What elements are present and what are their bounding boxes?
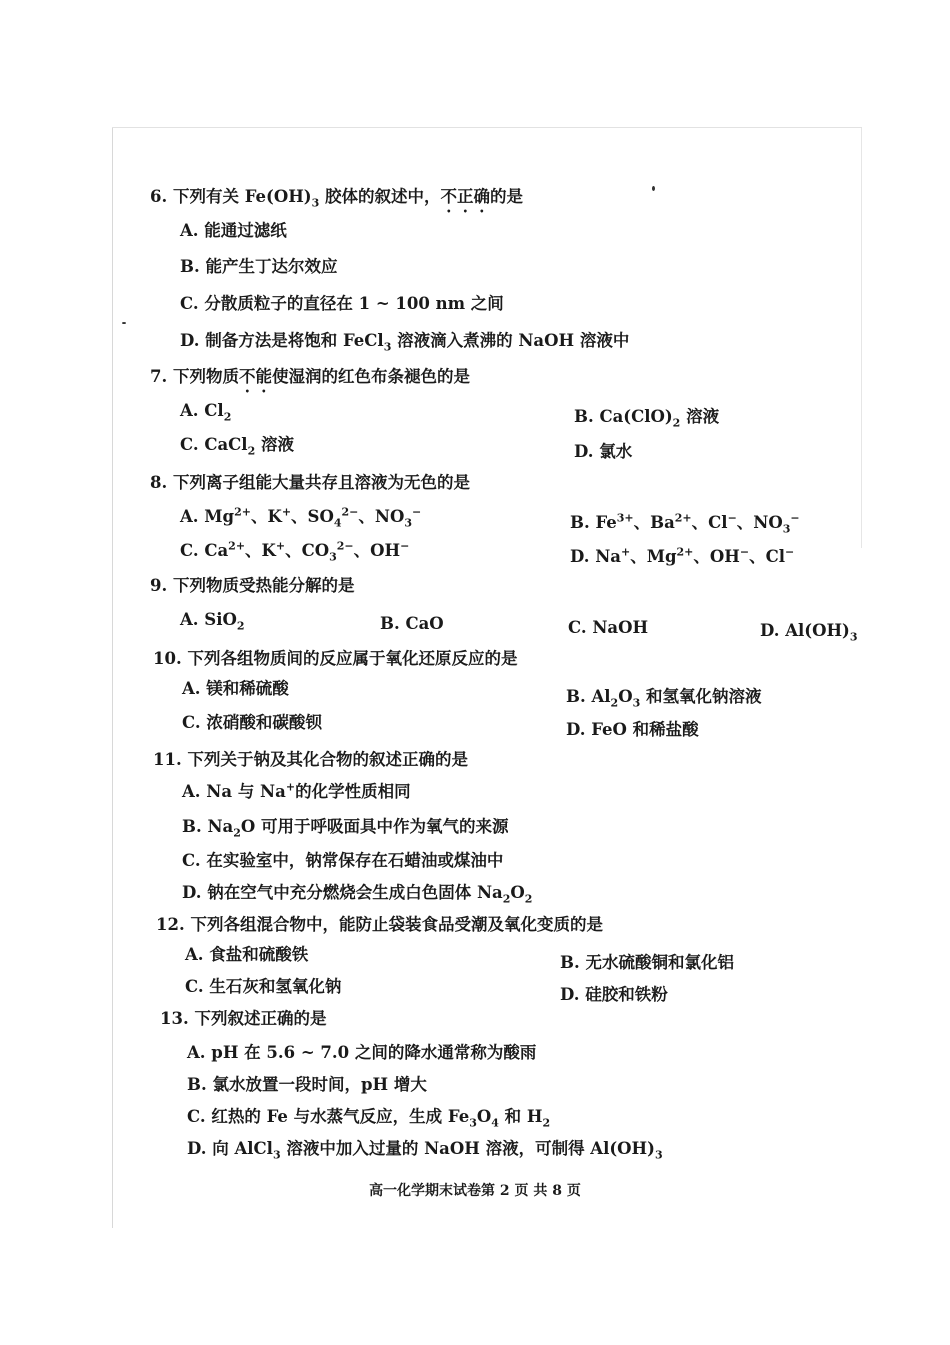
question-10: 10. 下列各组物质间的反应属于氧化还原反应的是 [153, 649, 518, 668]
q13-option-b: B. 氯水放置一段时间，pH 增大 [187, 1075, 427, 1094]
q8-option-b: B. $Fe^{3+}$、$Ba^{2+}$、Cl−、$NO_3^-$ [570, 511, 800, 536]
question-number: 10. [153, 649, 182, 668]
q10-option-c: C. 浓硝酸和碳酸钡 [182, 713, 322, 732]
page-border-right [861, 128, 862, 548]
q12-option-b: B. 无水硫酸铜和氯化铝 [560, 953, 734, 972]
q10-option-a: A. 镁和稀硫酸 [182, 679, 289, 698]
q9-option-c: C. NaOH [568, 618, 649, 637]
question-7: 7. 下列物质不能使湿润的红色布条褪色的是 [150, 367, 470, 386]
question-number: 8. [150, 473, 168, 492]
q10-option-b: B. $Al_2O_3$ 和氢氧化钠溶液 [566, 687, 762, 710]
q7-option-c: C. CaCl$_2$ 溶液 [180, 435, 294, 458]
scan-speck [652, 186, 655, 191]
q12-option-c: C. 生石灰和氢氧化钠 [185, 977, 342, 996]
page-border-left [112, 128, 113, 1228]
q13-option-a: A. pH 在 5.6 ~ 7.0 之间的降水通常称为酸雨 [187, 1043, 537, 1062]
q13-option-c: C. 红热的 Fe 与水蒸气反应，生成 $Fe_3O_4$ 和 $H_2$ [187, 1107, 551, 1130]
question-11: 11. 下列关于钠及其化合物的叙述正确的是 [153, 750, 468, 769]
q8-option-c: C. $Ca^{2+}$、K+、$CO_3^{2-}$、OH− [180, 539, 410, 564]
page-footer: 高一化学期末试卷第 2 页 共 8 页 [369, 1183, 581, 1199]
question-13: 13. 下列叙述正确的是 [160, 1009, 327, 1028]
q10-option-d: D. FeO 和稀盐酸 [566, 720, 699, 739]
q7-option-d: D. 氯水 [574, 442, 633, 461]
question-number: 11. [153, 750, 182, 769]
question-12: 12. 下列各组混合物中，能防止袋装食品受潮及氧化变质的是 [156, 915, 603, 934]
q12-option-a: A. 食盐和硫酸铁 [185, 945, 309, 964]
q9-option-b: B. CaO [380, 614, 444, 633]
q6-option-b: B. 能产生丁达尔效应 [180, 257, 338, 276]
question-number: 7. [150, 367, 168, 386]
q11-option-b: B. $Na_2O$ 可用于呼吸面具中作为氧气的来源 [182, 817, 509, 840]
question-number: 12. [156, 915, 185, 934]
question-number: 6. [150, 187, 168, 206]
question-6: 6. 下列有关 $Fe(OH)_3$ 胶体的叙述中，不正确的是 [150, 187, 524, 210]
question-9: 9. 下列物质受热能分解的是 [150, 576, 355, 595]
q6-option-a: A. 能通过滤纸 [180, 221, 287, 240]
q11-option-d: D. 钠在空气中充分燃烧会生成白色固体 $Na_2O_2$ [182, 883, 533, 906]
q13-option-d: D. 向 AlCl$_3$ 溶液中加入过量的 NaOH 溶液，可制得 $Al(OH)_3$ [187, 1139, 663, 1162]
page-border-top [112, 127, 862, 128]
q12-option-d: D. 硅胶和铁粉 [560, 985, 668, 1004]
scan-speck [122, 322, 126, 324]
q11-option-a: A. Na 与 Na+的化学性质相同 [182, 780, 411, 801]
q7-option-b: B. $Ca(ClO)_2$ 溶液 [574, 407, 720, 430]
emphasis-text: 不正确 [440, 187, 491, 206]
question-8: 8. 下列离子组能大量共存且溶液为无色的是 [150, 473, 470, 492]
q8-option-a: A. $Mg^{2+}$、K+、$SO_4^{2-}$、$NO_3^-$ [180, 505, 422, 530]
question-number: 9. [150, 576, 168, 595]
q9-option-a: A. SiO$_2$ [180, 610, 245, 633]
emphasis-text: 不能 [238, 367, 272, 386]
q9-option-d: D. $Al(OH)_3$ [760, 621, 858, 644]
q6-option-c: C. 分散质粒子的直径在 1 ~ 100 nm 之间 [180, 294, 504, 313]
q8-option-d: D. Na+、$Mg^{2+}$、OH−、Cl− [570, 545, 795, 566]
q11-option-c: C. 在实验室中，钠常保存在石蜡油或煤油中 [182, 851, 504, 870]
q7-option-a: A. $Cl_2$ [180, 401, 232, 424]
question-number: 13. [160, 1009, 189, 1028]
q6-option-d: D. 制备方法是将饱和 FeCl$_3$ 溶液滴入煮沸的 NaOH 溶液中 [180, 331, 630, 354]
